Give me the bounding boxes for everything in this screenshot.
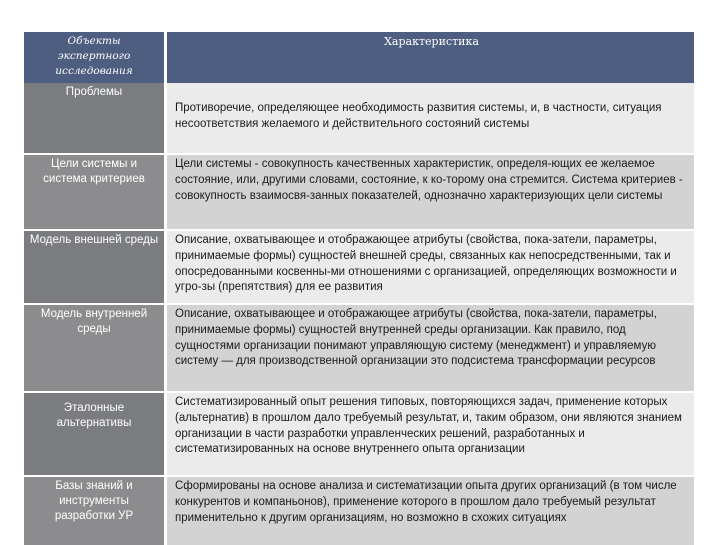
row-label-cell [24,83,164,153]
row-label-cell [24,305,164,391]
row-label-cell [24,155,164,229]
table-row [24,231,694,303]
row-label: Проблемы [65,86,123,98]
row-text-cell [167,477,694,545]
row-text-cell [167,305,694,391]
row-label: Модель внутренней среды [40,308,148,335]
row-label-cell [24,393,164,475]
header-characteristic-cell [167,32,694,87]
row-label-cell [24,477,164,545]
row-label: Базы знаний и инструменты разработки УР [54,480,134,522]
table-row [24,155,694,229]
row-text-cell [167,393,694,475]
row-text: Цели системы - совокупность качественных характеристик, определя-ющих ее желаемое состояние, или, другими словами, состояние, к ко-торому она стремится. Система критериев - совокупность взаимосвя-занных показателей, однозначно характеризующих цели системы [175,158,683,202]
comparison-table [24,32,694,545]
header-objects-line-1: Объекты [67,35,121,47]
header-objects-cell [24,32,164,87]
row-text: Противоречие, определяющее необходимость развития системы, и, в частности, ситуация несоответствия желаемого и действительного состояний системы [175,102,662,130]
row-text: Описание, охватывающее и отображающее атрибуты (свойства, пока-затели, параметры, принимаемые формы) сущностей внутренней среды организации. Как правило, под сущностями организации понимают управляющую систему (менеджмент) и управляемую систему — для производственной организации это подсистема трансформации ресурсов [175,308,657,368]
row-label: Эталонные альтернативы [56,402,132,429]
row-text-cell [167,155,694,229]
table-row [24,83,694,153]
table-row [24,305,694,391]
header-objects-line-2: экспертного [57,50,131,62]
row-label-cell [24,231,164,303]
row-text: Сформированы на основе анализа и систематизации опыта других организаций (в том числе конкурентов и компаньонов), применение которого в прошлом дало требуемый результат применительно к другим организациям, но возможно в схожих ситуациях [175,480,677,524]
row-label: Цели системы и система критериев [43,158,145,185]
row-text-cell [167,83,694,153]
row-text: Описание, охватывающее и отображающее атрибуты (свойства, пока-затели, параметры, принимаемые формы) сущностей внешней среды, связанных как непосредственными, так и опосредованными косвенны-ми отношениями с организацией, определяющих возможности и угро-зы (препятствия) для ее развития [175,234,677,294]
row-label: Модель внешней среды [29,234,159,246]
row-text: Систематизированный опыт решения типовых, повторяющихся задач, применение которых (альтернатив) в прошлом дало требуемый результат, и, таким образом, они являются знанием организации в части разработки управленческих решений, разработанных и систематизированных на основе внутреннего опыта организации [175,396,682,456]
header-objects-line-3: исследования [55,65,133,77]
table-row [24,393,694,475]
table-row [24,477,694,545]
row-text-cell [167,231,694,303]
table-header [24,32,694,87]
header-characteristic-label: Характеристика [384,35,479,48]
